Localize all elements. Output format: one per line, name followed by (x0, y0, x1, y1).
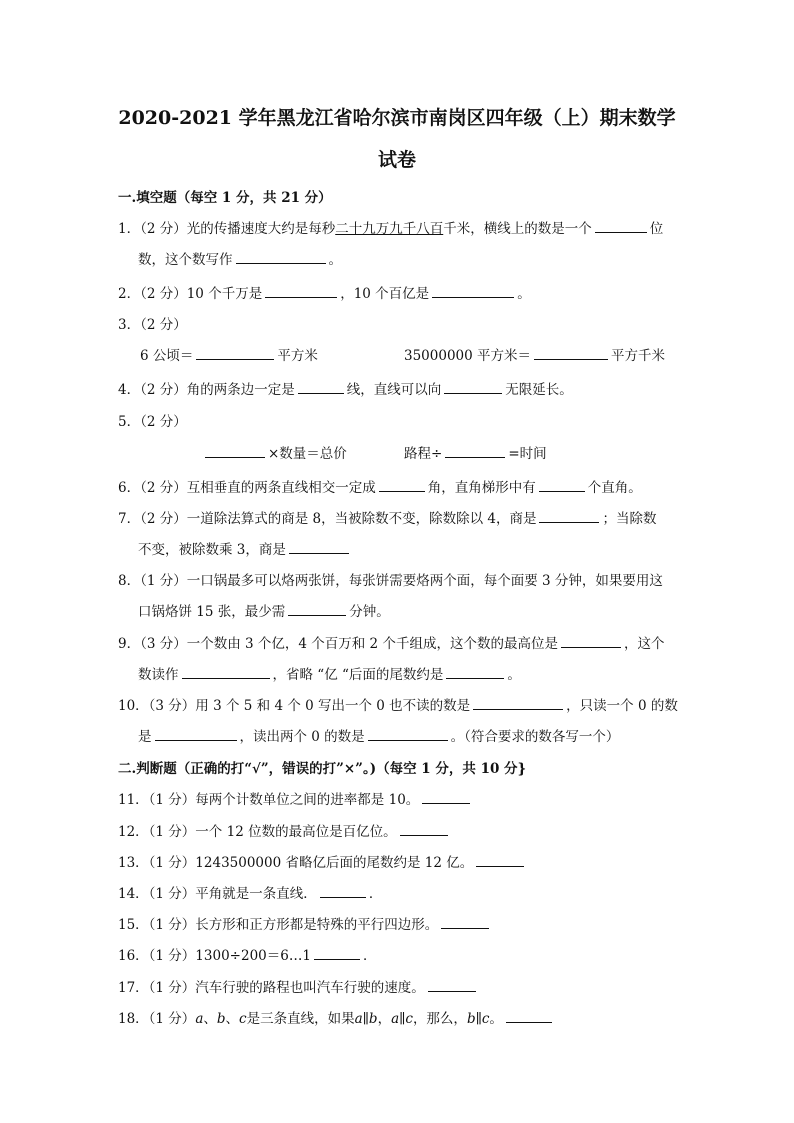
question-15: 15．（1 分）长方形和正方形都是特殊的平行四边形。 (118, 913, 492, 933)
answer-blank[interactable] (298, 379, 344, 394)
question-14: 14．（1 分）平角就是一条直线． ． (118, 882, 382, 902)
answer-blank[interactable] (400, 821, 448, 836)
answer-blank[interactable] (205, 443, 265, 458)
question-4: 4．（2 分）角的两条边一定是 线，直线可以向 无限延长。 (118, 378, 573, 398)
question-9-cont: 数读作 ，省略 “亿 “后面的尾数约是 。 (138, 663, 521, 683)
answer-blank[interactable] (288, 601, 346, 616)
exam-title: 2020-2021 学年黑龙江省哈尔滨市南岗区四年级（上）期末数学 (118, 107, 676, 129)
exam-title-cont: 试卷 (377, 149, 416, 171)
question-5-part-a: ×数量＝总价 (202, 442, 347, 462)
underlined-number-words: 二十九万九千八百 (335, 221, 444, 237)
answer-blank[interactable] (314, 945, 360, 960)
answer-blank[interactable] (595, 218, 647, 233)
answer-blank[interactable] (432, 283, 514, 298)
answer-blank[interactable] (368, 726, 448, 741)
question-8-cont: 口锅烙饼 15 张，最少需 分钟。 (138, 600, 390, 620)
question-18: 18．（1 分）a、b、c是三条直线，如果a∥b，a∥c，那么，b∥c。 (118, 1007, 555, 1027)
answer-blank[interactable] (320, 883, 366, 898)
answer-blank[interactable] (534, 345, 608, 360)
question-1-cont: 数，这个数写作 。 (138, 248, 342, 268)
answer-blank[interactable] (444, 379, 502, 394)
answer-blank[interactable] (446, 664, 504, 679)
answer-blank[interactable] (265, 283, 337, 298)
question-16: 16．（1 分）1300÷200＝6…1 ． (118, 944, 376, 964)
answer-blank[interactable] (155, 726, 237, 741)
question-5-part-b: 路程÷ =时间 (404, 442, 547, 462)
answer-blank[interactable] (441, 914, 489, 929)
question-7-cont: 不变，被除数乘 3，商是 (138, 538, 352, 558)
answer-blank[interactable] (236, 249, 326, 264)
answer-blank[interactable] (379, 477, 425, 492)
answer-blank[interactable] (422, 789, 470, 804)
question-6: 6．（2 分）互相垂直的两条直线相交一定成 角，直角梯形中有 个直角。 (118, 476, 642, 496)
question-11: 11．（1 分）每两个计数单位之间的进率都是 10。 (118, 788, 473, 808)
question-8: 8．（1 分）一口锅最多可以烙两张饼，每张饼需要烙两个面，每个面要 3 分钟，如果要用这 (118, 573, 663, 589)
question-5: 5．（2 分） (118, 414, 187, 430)
question-17: 17．（1 分）汽车行驶的路程也叫汽车行驶的速度。 (118, 976, 479, 996)
question-3-part-a: 6 公顷＝ 平方米 (140, 344, 318, 364)
answer-blank[interactable] (289, 539, 349, 554)
answer-blank[interactable] (539, 508, 599, 523)
question-10: 10．（3 分）用 3 个 5 和 4 个 0 写出一个 0 也不读的数是 ，只读一个 0 的数 (118, 694, 678, 714)
answer-blank[interactable] (445, 443, 505, 458)
question-2: 2．（2 分）10 个千万是 ，10 个百亿是 。 (118, 282, 531, 302)
answer-blank[interactable] (473, 695, 563, 710)
question-12: 12．（1 分）一个 12 位数的最高位是百亿位。 (118, 820, 451, 840)
question-7: 7．（2 分）一道除法算式的商是 8，当被除数不变，除数除以 4，商是 ；当除数 (118, 507, 656, 527)
answer-blank[interactable] (428, 977, 476, 992)
section-true-false-heading: 二.判断题（正确的打“√”，错误的打”×”。)（每空 1 分，共 10 分} (118, 761, 527, 777)
section-fill-in-heading: 一.填空题（每空 1 分，共 21 分） (118, 190, 332, 206)
question-1: 1．（2 分）光的传播速度大约是每秒二十九万九千八百千米，横线上的数是一个 位 (118, 217, 663, 237)
answer-blank[interactable] (196, 345, 274, 360)
answer-blank[interactable] (539, 477, 585, 492)
answer-blank[interactable] (476, 852, 524, 867)
answer-blank[interactable] (182, 664, 270, 679)
question-10-cont: 是 ，读出两个 0 的数是 。（符合要求的数各写一个） (138, 725, 619, 745)
question-9: 9．（3 分）一个数由 3 个亿，4 个百万和 2 个千组成，这个数的最高位是 ，这个 (118, 632, 664, 652)
answer-blank[interactable] (561, 633, 621, 648)
question-13: 13．（1 分）1243500000 省略亿后面的尾数约是 12 亿。 (118, 851, 527, 871)
question-3-part-b: 35000000 平方米＝ 平方千米 (404, 344, 665, 364)
question-3: 3．（2 分） (118, 317, 187, 333)
answer-blank[interactable] (506, 1008, 552, 1023)
